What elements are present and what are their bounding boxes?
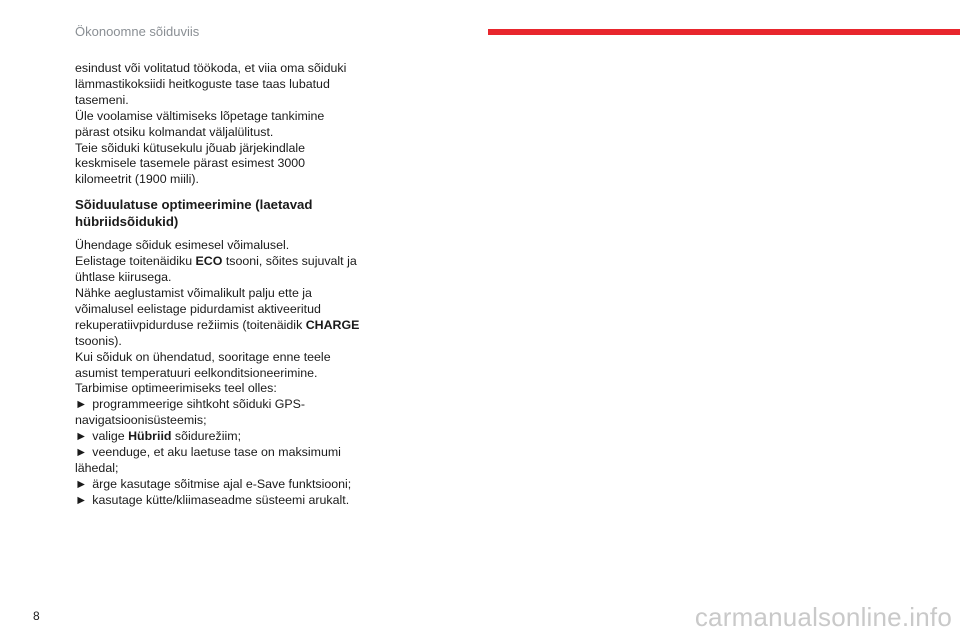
arrow-icon: ► [75,397,88,412]
hybrid-label: Hübriid [128,429,172,444]
bullet-text: valige [92,429,129,444]
intro-paragraph-3: Teie sõiduki kütusekulu jõuab järjekindlale keskmisele tasemele pärast esimest 3000 kilomeetrit (1900 miili). [75,140,306,187]
bullet-item-gps [75,397,360,429]
bullet-item-esave [75,477,360,493]
bullet-text: ärge kasutage sõitmise ajal e-Save funktsiooni; [92,476,352,491]
text-segment: Eelistage toitenäidiku [75,254,196,269]
text-segment: tsoonis). [75,333,122,348]
arrow-icon: ► [75,429,88,444]
text-segment: Nähke aeglustamist võimalikult palju ette ja võimalusel eelistage pidurdamist aktiveeritud rekuperatiivpidurduse režiimis (toitenäidik [75,285,321,332]
bullet-item-climate [75,493,360,509]
bullet-text: sõidurežiim; [171,429,242,444]
accent-bar [488,29,960,35]
text-segment: tsooni, sõites sujuvalt ja ühtlase kiirusega. [75,254,357,285]
bullet-text: programmeerige sihtkoht sõiduki GPS-navigatsioonisüsteemis; [75,397,306,428]
watermark: carmanualsonline.info [694,602,952,632]
paragraph-tips-intro: Tarbimise optimeerimiseks teel olles: [75,381,277,396]
main-content [75,61,360,509]
paragraph-connect: Ühendage sõiduk esimesel võimalusel. [75,238,290,253]
arrow-icon: ► [75,492,88,507]
page-number: 8 [33,609,40,623]
bullet-text: veenduge, et aku laetuse tase on maksimumi lähedal; [75,445,341,475]
arrow-icon: ► [75,476,88,491]
intro-paragraph-1: esindust või volitatud töökoda, et viia oma sõiduki lämmastikoksiidi heitkoguste tase taas lubatud tasemeni. [75,61,347,107]
paragraph-preconditioning: Kui sõiduk on ühendatud, sooritage enne teele asumist temperatuuri eelkonditsioneerimine. [75,349,331,380]
arrow-icon: ► [75,445,88,460]
bullet-text: kasutage kütte/kliimaseadme süsteemi arukalt. [92,492,350,507]
charge-label: CHARGE [305,317,360,332]
intro-paragraph-2: Üle voolamise vältimiseks lõpetage tankimine pärast otsiku kolmandat väljalülitust. [75,108,325,139]
paragraph-eco [75,254,360,286]
section-heading: Sõiduulatuse optimeerimine (laetavad hübriidsõidukid) [75,197,313,229]
section-title: Ökonoomne sõiduviis [75,24,200,39]
bullet-item-hybrid [75,429,360,445]
bullet-item-battery [75,445,360,477]
paragraph-regen [75,286,360,350]
eco-label: ECO [195,254,223,269]
